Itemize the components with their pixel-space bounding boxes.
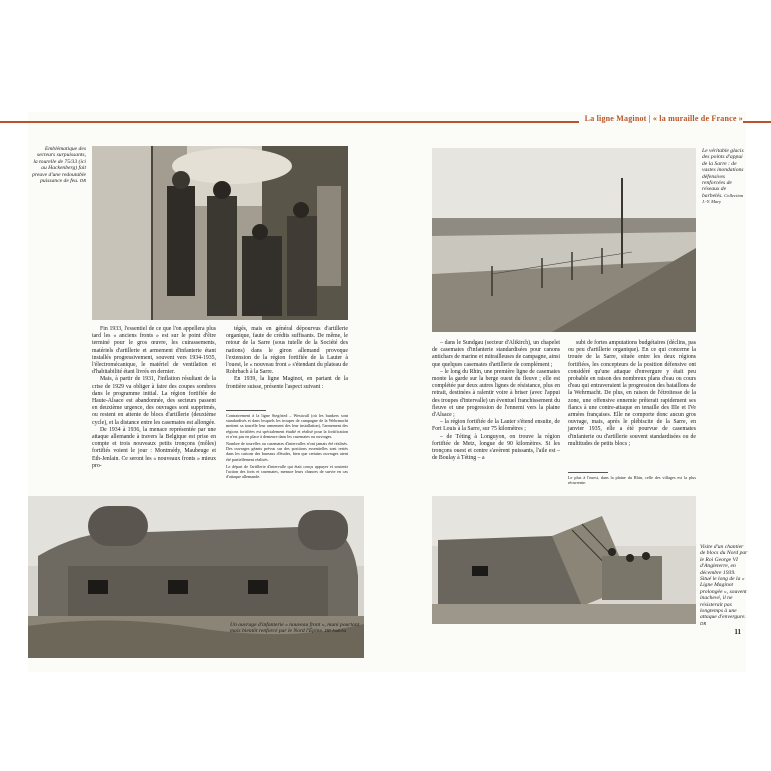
text-column-4 — [568, 340, 696, 448]
footnotes — [226, 413, 348, 481]
paragraph: – de Téting à Longuyon, on trouve la région fortifiée de Metz, longue de 90 kilomètres. Si les tronçons ouest et centre s'avèrent puissants, l'aile est – de Boulay à Téting – a — [432, 433, 560, 462]
caption-text: Visite d'un chantier de blocs du Nord par le Roi George VI d'Angleterre, en décembre 1939. Situé le long de la « Ligne Maginot prolongée », souvent inachevé, il ne résisterait pas longtemps à une attaque d'envergure. — [700, 544, 748, 621]
caption-text: Un ouvrage d'infanterie « nouveau front », muni pourtant mais bientôt renforcé par le Nord l'Épine. — [230, 622, 360, 635]
photo-flooded-glacis — [432, 148, 696, 332]
text-column-3 — [432, 340, 560, 462]
footnote: Nombre de tourelles ou casemates d'intervalles n'ont jamais été réalisés. Des ouvrages géants prévus sur des positions essentielles sont restés dans les cartons des bureaux d'études, bien que certains ouvrages aient été partiellement réalisés. — [226, 441, 348, 462]
photo-bunker-construction — [432, 496, 696, 624]
paragraph: – dans le Sundgau (secteur d'Altkirch), un chapelet de casemates d'infanterie standardisées pour canons antichars de marine et mitrailleuses de campagne, ainsi que quelques casemates d'artillerie de complément ; — [432, 340, 560, 368]
paragraph: Fin 1933, l'essentiel de ce que l'on appellera plus tard les « anciens fronts » est sur le point d'être terminé pour le gros œuvre, les cuirassements, matériels d'artillerie et armement d'infanterie étant installés progressivement, souvent vers 1934-1935, l'électromécanique, le matériel de ventilation et d'habitabilité étant livrés en dernier. — [92, 326, 216, 376]
caption-top-right — [702, 148, 748, 206]
running-header: La ligne Maginot | « la muraille de France » — [579, 114, 743, 123]
paragraph: subi de fortes amputations budgétaires (déclins, pas ou peu d'artillerie organique). En ce qui concerne la trouée de la Sarre, située entre les deux régions fortifiées, les concepteurs de la position défensive ont considéré qu'une attaque d'envergure y était peu probable en raison des nombreux plans d'eau ou cours d'eau qui entraveraient la progression des bataillons de la Wehrmacht. De plus, en raison de l'étroitesse de la zone, une offensive ennemie prêterait rapidement ses flancs à une contre-attaque en tenaille des IIIe et IVe armées françaises. Elle ne comporte donc aucun gros ouvrage, mais, après le plébiscite de la Sarre, en janvier 1935, elle a été pourvue de casemates d'infanterie ou d'artillerie souvent standardisées ou de multitudes de petits blocs ; — [568, 340, 696, 447]
caption-credit: DR — [700, 620, 707, 626]
paragraph: En 1939, la ligne Maginot, en partant de la frontière suisse, présente l'aspect suivant : — [226, 376, 348, 390]
page-number: 11 — [734, 628, 741, 636]
footnote-mid-right — [568, 475, 696, 487]
footnote: Le plus à l'ouest, dans la plaine du Rhin, celle des villages est la plus récurrente. — [568, 475, 696, 486]
footnote-rule — [568, 472, 608, 473]
caption-credit: Collection J.-Y. Mary — [702, 192, 744, 205]
caption-credit: DR Andelot — [324, 628, 347, 634]
paragraph: – la région fortifiée de la Lauter s'étend ensuite, de Fort Louis à la Sarre, sur 75 kilomètres ; — [432, 419, 560, 433]
footnote: Le départ de l'artillerie d'intervalle qui était conçu appuyer et soutenir l'action des forts et casemates, menace leurs chances de survie en cas d'attaque allemande. — [226, 463, 348, 480]
caption-top-left — [32, 146, 86, 184]
photo-turret-interior — [92, 146, 348, 320]
caption-bottom-right — [700, 544, 748, 627]
text-column-2 — [226, 326, 348, 391]
paragraph: tégés, mais en général dépourvus d'artillerie organique, faute de crédits suffisants. De même, le retour de la Sarre (sous tutelle de la Société des nations) dans le giron allemand provoque l'extension de la région fortifiée de la Lauter à l'ouest, le « nouveau front » s'étendant du plateau de Rohrbach à la Sarre. — [226, 326, 348, 376]
paragraph: Mais, à partir de 1931, l'inflation résultant de la crise de 1929 va obliger à faire des coupes sombres dans le programme initial. La région fortifiée de Haute-Alsace est abandonnée, des secteurs passent en deuxième urgence, des ouvrages sont supprimés, ou restent en attente de blocs d'artillerie (deuxième cycle), et la distance entre les casemates est allongée. — [92, 376, 216, 426]
caption-text: Le véritable glacis des points d'appui de la Sarre : de vastes inondations défensives renforcées de réseaux de barbelés. — [702, 148, 744, 199]
footnote-rule — [226, 410, 266, 411]
caption-text: Emblématique des secteurs surpuissants, la tourelle de 75/33 (ici au Hackenberg) fait preuve d'une redoutable puissance de feu. — [32, 146, 86, 185]
caption-credit: DR — [79, 178, 86, 184]
paragraph: – le long du Rhin, une première ligne de casemates monte la garde sur la berge ouest du fleuve ; elle est complétée par deux autres lignes de résistance, plus en retrait, destinées à ralentir voire à briser (avec l'appui des troupes d'intervalle) un éventuel franchissement du fleuve et une progression de l'ennemi vers la plaine d'Alsace ; — [432, 368, 560, 419]
footnote: Contrairement à la ligne Siegfried – Westwall (où les bunkers sont standardisés et dans lesquels les troupes de campagne de la Wehrmacht mettent sa tourelle leur armement des leur installation), l'armement des régions fortifiées est spécialement étudié et réalisé pour la fortification et n'est pas en place à demeure dans les casemates ou ouvrages. — [226, 413, 348, 439]
text-column-1 — [92, 326, 216, 470]
caption-bottom-left — [230, 622, 360, 635]
paragraph: De 1934 à 1936, la menace représentée par une attaque allemande à travers la Belgique est prise en compte et trois nouveaux petits tronçons (môles) fortifiés voient le jour : Montmédy, Maubeuge et Eth-Jenlain. Ce seront les « nouveaux fronts » mieux pro- — [92, 426, 216, 469]
